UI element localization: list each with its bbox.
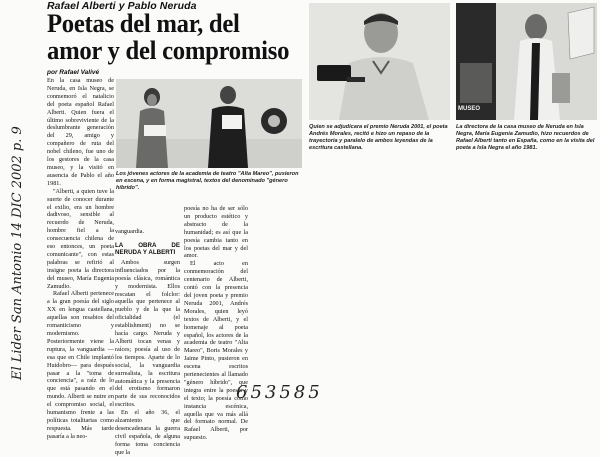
caption-photo-actors: Los jóvenes actores de la academia de teatro "Alta Mareo", pusieron en escena, y en forma magistral, textos del denominado "género híbrido". — [116, 171, 299, 192]
article-column-3 — [184, 205, 248, 442]
photo-poet — [309, 3, 450, 120]
article-column-1 — [47, 77, 114, 441]
photo-actors — [116, 79, 302, 168]
paragraph: Rafael Alberti pertenece a la gran poesía del siglo XX en lengua castellana, aquellas son resabios del romanticismo y modernismo. Posteriormente viene la ruptura, la vanguardia —esa que en Chile implantó Huidobro— para después pasar a la "toma de conciencia", a raíz de lo que está pasando en el mundo. Alberti se nutre en el compromiso social, el humanismo frente a las políticas totalitarias como respuesta. Más tarde pasaría a la neo- — [47, 290, 114, 440]
article-column-2 — [115, 228, 180, 457]
caption-photo-poet: Quien se adjudicara el premio Neruda 2001, el poeta Andrés Morales, recitó e hizo un repaso de la trayectoria y paralelo de ambos leyendas de la escritura castellana. — [309, 124, 448, 152]
kicker: Rafael Alberti y Pablo Neruda — [47, 0, 197, 12]
caption-photo-director: La directora de la casa museo de Neruda en Isla Negra, María Eugenia Zamudio, hizo recuerdos de Rafael Alberti tanto en España, como en la visita del poeta a Isla Negra el año 1981. — [456, 124, 595, 152]
paragraph: Ambos surgen influenciados por la poesía clásica, romántica y modernista. Ellos rescatan el folclor: aquella que pertenece al pueblo y de la que la oficialidad (el establishment) no se hacía cargo. Neruda y Alberti tocan venas y raíces; poesía al uso de los tiempos. Aparte de lo social, la vanguardia surrealista, la escritura automática y la presencia del erotismo formaron parte de sus reconocidos escritos. — [115, 258, 180, 409]
paragraph: poesía no ha de ser sólo un producto estético y abstracto de la humanidad; es así que la poesía cambia tanto en los poetas del mar y del amor. — [184, 205, 248, 260]
photo-sign-text: MUSEO — [458, 106, 481, 112]
headline: Poetas del mar, del amor y del compromiso — [47, 9, 290, 65]
paragraph: En la casa museo de Neruda, en Isla Negra, se conmemoró el natalicio del poeta español Rafael Alberti. Quien fuera el último sobreviviente de la deslumbrante generación del 29, amigo y compañero de ruta del nobel chileno, fue uno de los gestores de la casa museo, y la visitó en ausencia de Pablo el año 1981. — [47, 77, 114, 187]
paragraph: El acto en conmemoración del centenario de Alberti, contó con la presencia del joven poeta y premio Neruda 2001, Andrés Morales, quien leyó textos de Alberti, y el homenaje al poeta español, los actores de la academia de teatro "Alta Mareo", Boris Morales y Jaime Pinto, pusieron en escena escritos pertenecientes al llamado "género híbrido", que integra entre la poesía y el texto; la poesía como instancia escénica, aquella que va más allá del formato normal. De Rafael Alberti, por supuesto. — [184, 260, 248, 442]
photo-director — [456, 3, 597, 120]
handwritten-margin-note: El Lider San Antonio 14 DIC 2002 p. 9 — [10, 126, 25, 380]
paragraph: En el año 36, el alzamiento que desencadenara la guerra civil española, de alguna forma toma conciencia que la — [115, 409, 180, 456]
paragraph: "Alberti, a quien tuve la suerte de conocer durante el exilio, era un hombre dadivoso, sensible al recuerdo de Neruda, hombre fiel a la consecuencia chilena de eso entonces, un poeta comunicante", con estas palabras se refirió al insigne poeta la directora del museo, María Eugenia Zamudio. — [47, 187, 114, 290]
section-subheading: LA OBRA DE NERUDA Y ALBERTI — [115, 241, 180, 257]
handwritten-number: 653585 — [236, 382, 323, 403]
byline: por Rafael Valivé — [47, 69, 100, 76]
paragraph: vanguardia. — [115, 228, 145, 235]
